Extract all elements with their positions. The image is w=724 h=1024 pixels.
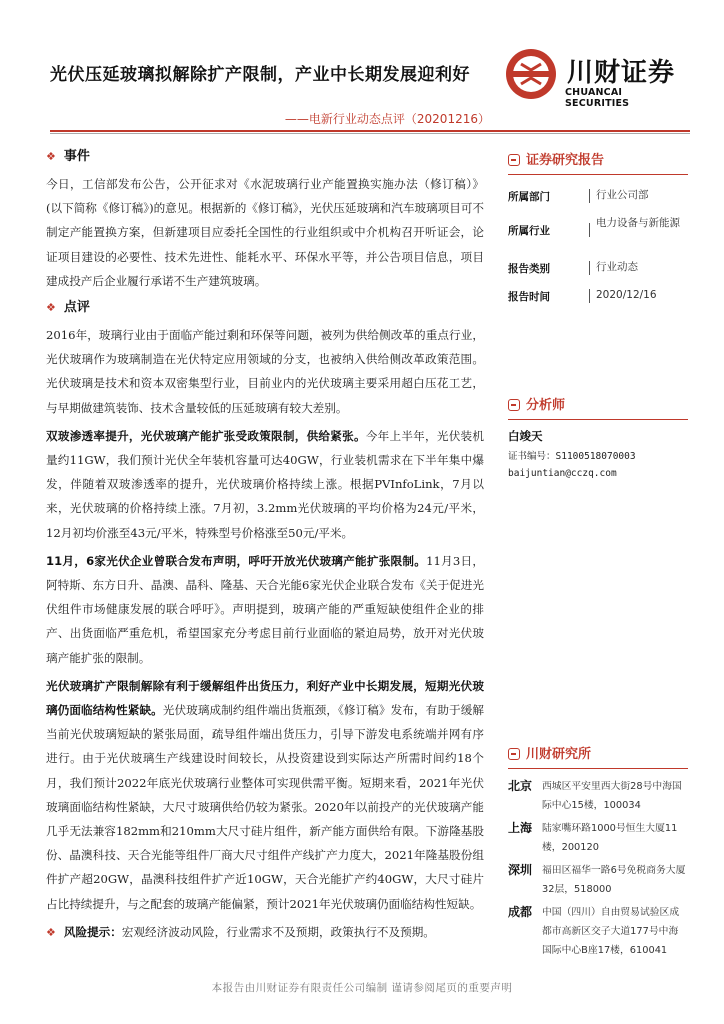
event-heading-label: 事件	[63, 149, 90, 164]
info-key: 报告类别	[508, 263, 550, 275]
office-address: 陆家嘴环路1000号恒生大厦11楼，200120	[542, 823, 678, 853]
header-divider	[50, 130, 690, 132]
report-info-heading	[508, 150, 688, 172]
paragraph-3-body: 11月3日，阿特斯、东方日升、晶澳、晶科、隆基、天合光能6家光伏企业联合发布《关于促进光伏组件市场健康发展的联合呼吁》。声明提到，玻璃产能的严重短缺使组件企业的排产、出货面临严重危机，希望国家充分考虑目前行业面临的紧迫局势，放开对光伏玻璃产能扩张的限制。	[46, 553, 484, 665]
sidebar-divider	[508, 768, 688, 769]
office-beijing	[508, 777, 688, 815]
analyst-heading	[508, 395, 688, 417]
info-value: 电力设备与新能源	[596, 217, 680, 229]
paragraph-2-body: 今年上半年，光伏装机量约11GW，我们预计光伏全年装机容量可达40GW，行业装机需求在下半年集中爆发，伴随着双玻渗透率的提升，光伏玻璃价格持续上涨。根据PVInfoLink，7月以来，光伏玻璃的价格持续上涨。7月初，3.2mm光伏玻璃的平均价格为24元/平米，12月初均价涨至43元/平米，特殊型号价格涨至50元/平米。	[46, 428, 484, 540]
paragraph-4-body: 光伏玻璃成制约组件端出货瓶颈，《修订稿》发布，有助于缓解当前光伏玻璃短缺的紧张局面，疏导组件端出货压力，引导下游发电系统端并网有序进行。由于光伏玻璃生产线建设时间较长，从投资建设到实际达产所需时间约18个月，我们预计2022年底光伏玻璃行业整体可实现供需平衡。短期来看，2021年光伏玻璃面临结构性紧缺，大尺寸玻璃供给仍较为紧张。2020年以前投产的光伏玻璃产能几乎无法兼容182mm和210mm大尺寸硅片组件，新产能方面供给有限。下游隆基股份、晶澳科技、天合光能等组件厂商大尺寸组件产线扩产力度大，2021年隆基股份组件扩产超20GW，晶澳科技组件扩产近10GW，天合光能扩产约40GW，大尺寸硅片占比持续提升，与之配套的玻璃产能偏紧，预计2021年光伏玻璃仍面临结构性短缺。	[46, 703, 484, 911]
office-city: 成都	[508, 905, 533, 919]
office-chengdu	[508, 903, 688, 960]
office-shenzhen	[508, 861, 688, 899]
company-logo	[505, 48, 685, 108]
institute-heading	[508, 744, 688, 766]
office-city: 北京	[508, 779, 533, 793]
info-separator	[589, 189, 590, 203]
paragraph-2-lead: 双玻渗透率提升，光伏玻璃产能扩张受政策限制，供给紧张。	[46, 428, 366, 443]
info-key: 所属行业	[508, 225, 550, 237]
comment-paragraph-1: 2016年，玻璃行业由于面临产能过剩和环保等问题，被列为供给侧改革的重点行业，光伏玻璃作为玻璃制造在光伏特定应用领域的分支，也被纳入供给侧改革政策范围。光伏玻璃是技术和资本双密集型行业，目前业内的光伏玻璃主要采用超白压花工艺，与早期做建筑装饰、技术含量较低的压延玻璃有较大差别。	[46, 328, 484, 415]
diamond-bullet-icon: ❖	[46, 150, 56, 163]
diamond-bullet-icon: ❖	[46, 301, 56, 315]
analyst-heading-label: 分析师	[526, 398, 566, 413]
risk-paragraph	[46, 920, 484, 945]
report-heading-label: 证券研究报告	[526, 153, 605, 168]
info-separator	[589, 261, 590, 275]
analyst-icon	[508, 399, 520, 411]
institute-block	[508, 744, 688, 960]
info-value: 行业公司部	[596, 189, 649, 201]
office-shanghai	[508, 819, 688, 857]
info-separator	[589, 289, 590, 303]
comment-paragraph-3	[46, 549, 484, 670]
header-divider-thin	[50, 133, 690, 134]
office-city: 上海	[508, 821, 533, 835]
page-footer: 本报告由川财证券有限责任公司编制 谨请参阅尾页的重要声明	[211, 982, 513, 994]
comment-paragraph-4	[46, 674, 484, 916]
office-address: 福田区福华一路6号免税商务大厦32层，518000	[542, 865, 686, 895]
paragraph-3-lead: 11月，6家光伏企业曾联合发布声明，呼吁开放光伏玻璃产能扩张限制。	[46, 553, 427, 568]
sidebar	[508, 150, 688, 482]
info-row-department	[508, 183, 688, 211]
comment-section-heading	[46, 297, 484, 319]
office-address: 西城区平安里西大街28号中海国际中心15楼，100034	[542, 781, 682, 811]
report-icon	[508, 154, 520, 166]
comment-heading-label: 点评	[63, 300, 90, 316]
analyst-email[interactable]: baijuntian@cczq.com	[508, 468, 617, 479]
analyst-certificate: 证书编号：S1100518070003	[508, 451, 636, 462]
info-key: 所属部门	[508, 191, 550, 203]
info-separator	[589, 223, 590, 237]
info-value: 2020/12/16	[596, 289, 657, 301]
main-content	[46, 146, 484, 949]
report-subtitle: ——电新行业动态点评（20201216）	[284, 112, 490, 126]
risk-heading: 风险提示：	[63, 924, 122, 939]
report-title: 光伏压延玻璃拟解除扩产限制，产业中长期发展迎利好	[50, 65, 470, 85]
info-row-date	[508, 283, 688, 311]
analyst-name: 白竣天	[508, 429, 543, 443]
info-key: 报告时间	[508, 291, 550, 303]
sidebar-divider	[508, 174, 688, 175]
event-paragraph: 今日，工信部发布公告，公开征求对《水泥玻璃行业产能置换实施办法（修订稿）》(以下简称《修订稿》)的意见。根据新的《修订稿》，光伏压延玻璃和汽车玻璃项目可不制定产能置换方案，但新建项目应委托全国性的行业组织或中介机构召开听证会，论证项目建设的必要性、技术先进性、能耗水平、环保水平等，并公告项目信息，项目建成投产后企业履行承诺不生产建筑玻璃。	[46, 177, 485, 288]
event-section-heading	[46, 146, 484, 168]
comment-paragraph-2	[46, 424, 484, 545]
chuancai-logo-icon	[505, 48, 557, 100]
paragraph-4-lead: 光伏玻璃扩产限制解除有利于缓解组件出货压力，利好产业中长期发展，短期光伏玻璃仍面临结构性紧缺。	[46, 678, 484, 718]
info-row-industry	[508, 211, 688, 255]
info-value: 行业动态	[596, 261, 638, 273]
institute-icon	[508, 748, 520, 760]
sidebar-divider	[508, 419, 688, 420]
info-row-category	[508, 255, 688, 283]
logo-name-en: CHUANCAI SECURITIES	[565, 87, 630, 109]
diamond-bullet-icon: ❖	[46, 925, 56, 939]
office-city: 深圳	[508, 863, 533, 877]
risk-text: 宏观经济波动风险，行业需求不及预期，政策执行不及预期。	[121, 924, 435, 939]
office-address: 中国（四川）自由贸易试验区成都市高新区交子大道177号中海国际中心B座17楼，610041	[542, 907, 680, 956]
institute-heading-label: 川财研究所	[526, 747, 592, 762]
logo-name-cn: 川财证券	[567, 58, 676, 88]
